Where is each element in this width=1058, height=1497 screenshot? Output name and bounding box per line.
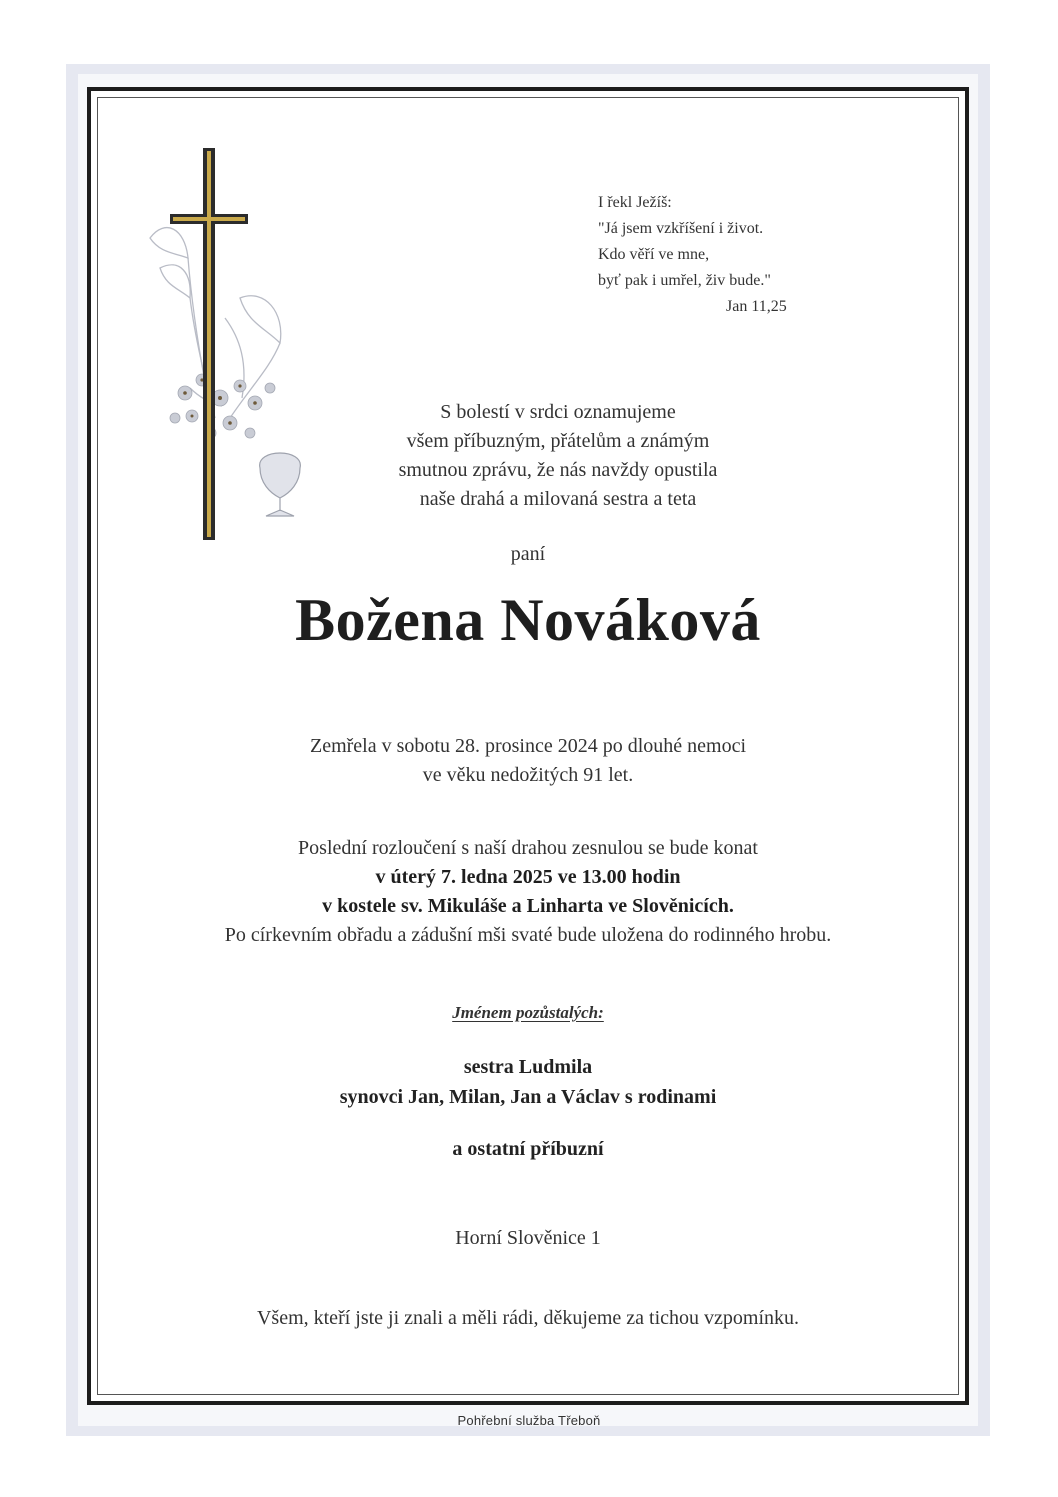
family-line: sestra Ludmila <box>463 1056 593 1078</box>
address: Horní Slověnice 1 <box>455 1227 601 1249</box>
farewell-details <box>87 834 969 950</box>
on-behalf-heading <box>87 1003 969 1023</box>
bible-quote <box>598 190 787 320</box>
farewell-intro: Poslední rozloučení s naší drahou zesnulou se bude konat <box>298 837 758 859</box>
announcement-line: smutnou zprávu, že nás navždy opustila <box>398 459 718 481</box>
announcement-text <box>87 398 969 514</box>
announcement-line: všem příbuzným, přátelům a známým <box>406 430 710 452</box>
deceased-name: Božena Nováková <box>295 587 761 653</box>
quote-line: "Já jsem vzkříšení i život. <box>598 220 764 237</box>
farewell-place: v kostele sv. Mikuláše a Linharta ve Slověnicích. <box>322 895 734 917</box>
farewell-date-time: v úterý 7. ledna 2025 ve 13.00 hodin <box>375 866 681 888</box>
funeral-service-footer: Pohřební služba Třeboň <box>457 1413 601 1428</box>
other-relatives: a ostatní příbuzní <box>452 1138 604 1160</box>
announcement-line: naše drahá a milovaná sestra a teta <box>419 488 697 510</box>
quote-line: byť pak i umřel, živ bude." <box>598 272 771 289</box>
announcement-line: S bolestí v srdci oznamujeme <box>440 401 676 423</box>
quote-line: I řekl Ježíš: <box>598 194 672 211</box>
quote-reference: Jan 11,25 <box>726 298 787 315</box>
farewell-burial: Po církevním obřadu a zádušní mši svaté bude uložena do rodinného hrobu. <box>224 924 832 946</box>
thanks-line: Všem, kteří jste ji znali a měli rádi, děkujeme za tichou vzpomínku. <box>256 1307 800 1329</box>
death-details <box>87 732 969 790</box>
death-line: ve věku nedožitých 91 let. <box>422 764 634 786</box>
title-prefix: paní <box>510 543 546 565</box>
quote-line: Kdo věří ve mne, <box>598 246 710 263</box>
on-behalf-label: Jménem pozůstalých: <box>452 1003 604 1022</box>
family-list <box>87 1052 969 1112</box>
family-line: synovci Jan, Milan, Jan a Václav s rodinami <box>339 1086 717 1108</box>
death-line: Zemřela v sobotu 28. prosince 2024 po dlouhé nemoci <box>309 735 746 757</box>
